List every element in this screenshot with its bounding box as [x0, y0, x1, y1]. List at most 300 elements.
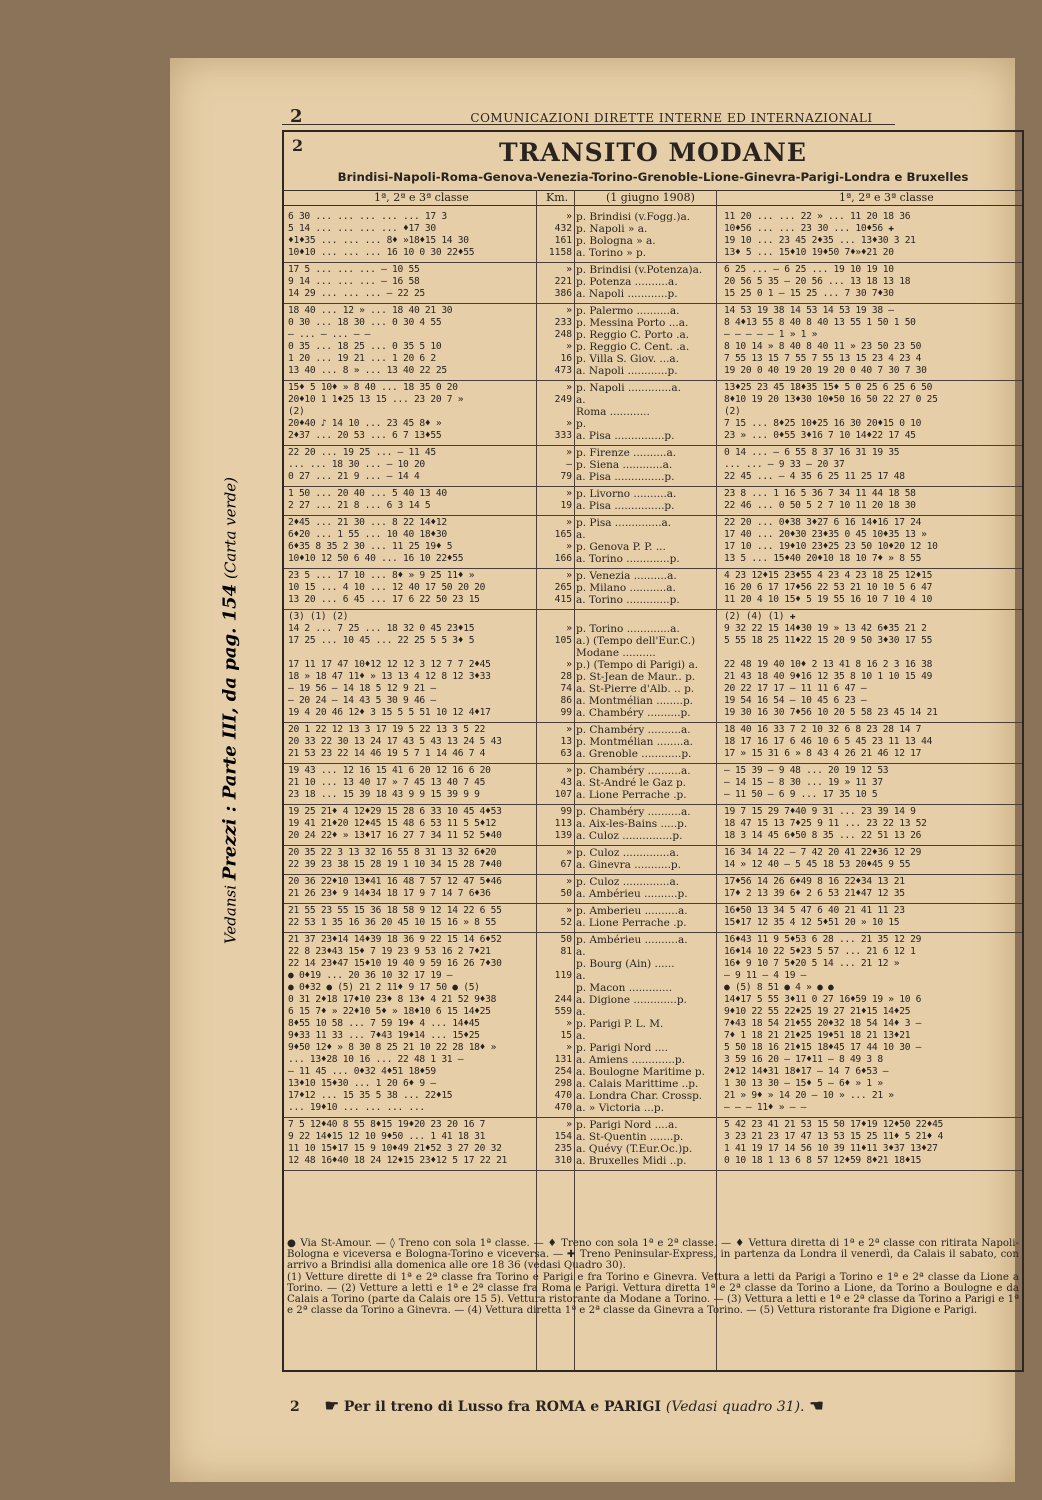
- station-name: p. Siena ............a.: [576, 459, 673, 471]
- timetable-page: [170, 58, 1019, 1482]
- table-row: [284, 418, 1022, 430]
- right-times: — — — 11♦ » — —: [724, 1102, 807, 1113]
- km-value: 265: [554, 582, 572, 593]
- km-value: »: [566, 488, 572, 499]
- table-row: [284, 659, 1022, 671]
- left-times: ... 13♦28 10 16 ... 22 48 1 31 —: [288, 1054, 464, 1065]
- station-name: a. Boulogne Maritime p.: [576, 1066, 705, 1078]
- footer: [290, 1396, 1030, 1415]
- left-times: 22 14 23♦47 15♦10 19 40 9 59 16 26 7♦30: [288, 958, 502, 969]
- right-times: — 15 39 — 9 48 ... 20 19 12 53: [724, 765, 889, 776]
- station-name: p. Chambéry ..........a.: [576, 765, 691, 777]
- station-name: a. Grenoble ............p.: [576, 748, 692, 760]
- side-note-suffix: (Carta verde): [221, 476, 240, 580]
- left-times: 17♦12 ... 15 35 5 38 ... 22♦15: [288, 1090, 453, 1101]
- timetable-group: [284, 805, 1022, 846]
- km-value: »: [566, 447, 572, 458]
- right-times: 8♦10 19 20 13♦30 10♦50 16 50 22 27 0 25: [724, 394, 938, 405]
- station-name: p. Venezia ..........a.: [576, 570, 677, 582]
- station-name: p. Firenze ..........a.: [576, 447, 677, 459]
- left-times: 20 1 22 12 13 3 17 19 5 22 13 3 5 22: [288, 724, 486, 735]
- km-value: 139: [554, 830, 572, 841]
- right-times: 23 » ... 0♦55 3♦16 7 10 14♦22 17 45: [724, 430, 916, 441]
- right-times: 18 3 14 45 6♦50 8 35 ... 22 51 13 26: [724, 830, 922, 841]
- km-value: »: [566, 1042, 572, 1053]
- left-times: 8♦55 10 58 ... 7 59 19♦ 4 ... 14♦45: [288, 1018, 480, 1029]
- side-note-prefix: Vedansi: [221, 885, 240, 945]
- table-row: [284, 683, 1022, 695]
- km-value: 52: [560, 917, 572, 928]
- right-times: 15 25 0 1 — 15 25 ... 7 30 7♦30: [724, 288, 894, 299]
- left-times: 18 » 18 47 11♦ » 13 13 4 12 8 12 3♦33: [288, 671, 491, 682]
- left-times: 22 20 ... 19 25 ... — 11 45: [288, 447, 436, 458]
- right-times: 17 10 ... 19♦10 23♦25 23 50 10♦20 12 10: [724, 541, 938, 552]
- right-times: 15♦17 12 35 4 12 5♦51 20 » 10 15: [724, 917, 900, 928]
- km-value: 473: [554, 365, 572, 376]
- km-value: 107: [554, 789, 572, 800]
- timetable-group: [284, 304, 1022, 381]
- table-row: [284, 1131, 1022, 1143]
- notes: [287, 1238, 1019, 1316]
- table-row: [284, 553, 1022, 565]
- table-row: [284, 235, 1022, 247]
- left-times: 13♦10 15♦30 ... 1 20 6♦ 9 —: [288, 1078, 436, 1089]
- km-value: 99: [560, 806, 572, 817]
- right-times: 7♦43 18 54 21♦55 20♦32 18 54 14♦ 3 —: [724, 1018, 922, 1029]
- table-row: [284, 946, 1022, 958]
- left-times: 1 20 ... 19 21 ... 1 20 6 2: [288, 353, 436, 364]
- right-times: 21 » 9♦ » 14 20 — 10 » ... 21 »: [724, 1090, 894, 1101]
- km-value: 16: [560, 353, 572, 364]
- right-times: 1 41 19 17 14 56 10 39 11♦11 3♦37 13♦27: [724, 1143, 938, 1154]
- right-times: 22 20 ... 0♦38 3♦27 6 16 14♦16 17 24: [724, 517, 922, 528]
- left-times: ... ... 18 30 ... — 10 20: [288, 459, 425, 470]
- right-times: — 9 11 — 4 19 —: [724, 970, 807, 981]
- left-times: — 11 45 ... 0♦32 4♦51 18♦59: [288, 1066, 436, 1077]
- left-times: 21 53 23 22 14 46 19 5 7 1 14 46 7 4: [288, 748, 486, 759]
- station-name: p. Genova P. P. ...: [576, 541, 666, 553]
- left-times: 20 33 22 30 13 24 17 43 5 43 13 24 5 43: [288, 736, 502, 747]
- right-times: 14 53 19 38 14 53 14 53 19 38 —: [724, 305, 894, 316]
- left-times: ● 0♦32 ● (5) 21 2 11♦ 9 17 50 ● (5): [288, 982, 480, 993]
- note-symbols: ● Via St-Amour. — ◊ Treno con sola 1ª classe. — ♦ Treno con sola 1ª e 2ª classe. — ♦ Vettura diretta di 1ª e 2ª classe con ritirata Napoli-Bologna e viceversa e Bologna-Torino e viceversa. — ✚ Treno Peninsular-Express, in partenza da Londra il venerdì, da Calais il sabato, con arrivo a Brindisi alla domenica alle ore 18 36 (vedasi Quadro 30).: [287, 1238, 1019, 1272]
- right-times: 7♦ 1 18 21 21♦25 19♦51 18 21 13♦21: [724, 1030, 911, 1041]
- table-row: [284, 488, 1022, 500]
- timetable-group: [284, 487, 1022, 516]
- km-value: »: [566, 341, 572, 352]
- left-times: 6♦35 8 35 2 30 ... 11 25 19♦ 5: [288, 541, 453, 552]
- footer-text: Per il treno di Lusso fra ROMA e PARIGI: [343, 1399, 662, 1415]
- station-name: a. Ambérieu ..........p.: [576, 888, 688, 900]
- right-times: 18 47 15 13 7♦25 9 11 ... 23 22 13 52: [724, 818, 927, 829]
- station-name: p. Milano ...........a.: [576, 582, 676, 594]
- station-name: Roma ............: [576, 406, 650, 418]
- table-row: [284, 994, 1022, 1006]
- left-times: 22 8 23♦43 15♦ 7 19 23 9 53 16 2 7♦21: [288, 946, 491, 957]
- right-times: 17 » 15 31 6 » 8 43 4 26 21 46 12 17: [724, 748, 922, 759]
- km-value: 13: [560, 736, 572, 747]
- table-row: [284, 223, 1022, 235]
- right-times: 17♦56 14 26 6♦49 8 16 22♦34 13 21: [724, 876, 905, 887]
- left-times: 0 27 ... 21 9 ... — 14 4: [288, 471, 420, 482]
- left-times: 10♦10 ... ... ... 16 10 0 30 22♦55: [288, 247, 475, 258]
- right-times: 16♦ 9 10 7 5♦20 5 14 ... 21 12 »: [724, 958, 900, 969]
- timetable-group: [284, 381, 1022, 446]
- station-name: a. Culoz ...............p.: [576, 830, 683, 842]
- timetable-group: [284, 846, 1022, 875]
- timetable-group: [284, 516, 1022, 569]
- station-name: a. Calais Marittime ..p.: [576, 1078, 699, 1090]
- side-note-bold: Prezzi : Parte III, da pag. 154: [219, 583, 241, 881]
- right-times: 16♦50 13 34 5 47 6 40 21 41 11 23: [724, 905, 905, 916]
- left-times: 0 31 2♦18 17♦10 23♦ 8 13♦ 4 21 52 9♦38: [288, 994, 497, 1005]
- km-value: 28: [560, 671, 572, 682]
- left-times: 19 43 ... 12 16 15 41 6 20 12 16 6 20: [288, 765, 491, 776]
- column-header: [284, 190, 1022, 206]
- left-class-header: 1ª, 2ª e 3ª classe: [374, 191, 469, 204]
- timetable-group: [284, 569, 1022, 610]
- km-value: »: [566, 305, 572, 316]
- timetable-group: [284, 875, 1022, 904]
- station-name: a.: [576, 1030, 586, 1042]
- table-row: [284, 447, 1022, 459]
- km-value: 559: [554, 1006, 572, 1017]
- left-times: 11 10 15♦17 15 9 10♦49 21♦52 3 27 20 32: [288, 1143, 502, 1154]
- left-times: 14 29 ... ... ... — 22 25: [288, 288, 425, 299]
- station-name: p. Parigi Nord ....a.: [576, 1119, 678, 1131]
- km-value: 19: [560, 500, 572, 511]
- station-name: p. Bourg (Ain) ......: [576, 958, 675, 970]
- table-row: [284, 765, 1022, 777]
- station-name: a.) (Tempo dell'Eur.C.): [576, 635, 696, 647]
- right-times: 16 20 6 17 17♦56 22 53 21 10 10 5 6 47: [724, 582, 933, 593]
- km-value: 99: [560, 707, 572, 718]
- station-name: a. Napoli ............p.: [576, 288, 678, 300]
- left-times: 1 50 ... 20 40 ... 5 40 13 40: [288, 488, 447, 499]
- footer-ref: (Vedasi quadro 31).: [665, 1399, 805, 1415]
- km-value: 43: [560, 777, 572, 788]
- km-value: »: [566, 541, 572, 552]
- right-times: 5 55 18 25 11♦22 15 20 9 50 3♦30 17 55: [724, 635, 933, 646]
- km-value: »: [566, 847, 572, 858]
- left-times: 23 18 ... 15 39 18 43 9 9 15 39 9 9: [288, 789, 480, 800]
- km-value: 131: [554, 1054, 572, 1065]
- station-name: a. Torino » p.: [576, 247, 647, 259]
- left-times: 20♦40 ♪ 14 10 ... 23 45 8♦ »: [288, 418, 442, 429]
- left-times: 13 20 ... 6 45 ... 17 6 22 50 23 15: [288, 594, 480, 605]
- km-value: »: [566, 623, 572, 634]
- table-title: TRANSITO MODANE: [499, 138, 807, 167]
- station-name: a.: [576, 970, 586, 982]
- left-times: 23 5 ... 17 10 ... 8♦ » 9 25 11♦ »: [288, 570, 475, 581]
- right-times: 16 34 14 22 — 7 42 20 41 22♦36 12 29: [724, 847, 922, 858]
- station-name: a.: [576, 529, 586, 541]
- right-times: 17 40 ... 20♦30 23♦35 0 45 10♦35 13 »: [724, 529, 927, 540]
- left-times: ● 0♦19 ... 20 36 10 32 17 19 —: [288, 970, 453, 981]
- km-value: 221: [554, 276, 572, 287]
- table-row: [284, 394, 1022, 406]
- table-row: [284, 876, 1022, 888]
- timetable-group: [284, 764, 1022, 805]
- table-subtitle: Brindisi-Napoli-Roma-Genova-Venezia-Torino-Grenoble-Lione-Ginevra-Parigi-Londra e Bruxelles: [337, 170, 969, 184]
- km-value: »: [566, 264, 572, 275]
- right-times: 18 17 16 17 6 46 10 6 5 45 23 11 13 44: [724, 736, 933, 747]
- left-times: 20 36 22♦10 13♦41 16 48 7 57 12 47 5♦46: [288, 876, 502, 887]
- station-name: p. Bologna » a.: [576, 235, 656, 247]
- left-times: 20 24 22♦ » 13♦17 16 27 7 34 11 52 5♦40: [288, 830, 502, 841]
- left-times: 19 4 20 46 12♦ 3 15 5 5 51 10 12 4♦17: [288, 707, 491, 718]
- station-name: p. Brindisi (v.Fogg.)a.: [576, 211, 691, 223]
- timetable-group: [284, 210, 1022, 263]
- table-row: [284, 329, 1022, 341]
- right-times: 8 10 14 » 8 40 8 40 11 » 23 50 23 50: [724, 341, 922, 352]
- table-row: [284, 459, 1022, 471]
- table-row: [284, 305, 1022, 317]
- right-times: 5 50 18 16 21♦15 18♦45 17 44 10 30 —: [724, 1042, 922, 1053]
- station-name: a. Ginevra ...........p.: [576, 859, 681, 871]
- station-name: a. Torino .............p.: [576, 553, 680, 565]
- left-times: 0 30 ... 18 30 ... 0 30 4 55: [288, 317, 442, 328]
- station-name: p. Torino .............a.: [576, 623, 680, 635]
- station-name: a. Quévy (T.Eur.Oc.)p.: [576, 1143, 693, 1155]
- table-row: [284, 736, 1022, 748]
- table-row: [284, 382, 1022, 394]
- km-value: »: [566, 1018, 572, 1029]
- table-row: [284, 830, 1022, 842]
- station-name: p. Macon .............: [576, 982, 673, 994]
- left-times: ♦1♦35 ... ... ... 8♦ »18♦15 14 30: [288, 235, 469, 246]
- table-row: [284, 695, 1022, 707]
- km-value: 50: [560, 888, 572, 899]
- km-value: 165: [554, 529, 572, 540]
- right-times: (2) (4) (1) ✚: [724, 611, 796, 622]
- station-name: a. St-Quentin .......p.: [576, 1131, 684, 1143]
- pointing-hand-icon: ☛: [324, 1396, 339, 1415]
- station-name: p. Napoli » a.: [576, 223, 648, 235]
- km-value: 63: [560, 748, 572, 759]
- timetable-group: [284, 1118, 1022, 1171]
- station-name: a. » Victoria ...p.: [576, 1102, 664, 1114]
- table-row: [284, 529, 1022, 541]
- km-value: 79: [560, 471, 572, 482]
- station-name: a. Torino .............p.: [576, 594, 680, 606]
- table-row: [284, 982, 1022, 994]
- right-times: 22 46 ... 0 50 5 2 7 10 11 20 18 30: [724, 500, 916, 511]
- left-times: 2♦45 ... 21 30 ... 8 22 14♦12: [288, 517, 447, 528]
- station-name: p. Chambéry ..........a.: [576, 806, 691, 818]
- table-row: [284, 1078, 1022, 1090]
- station-name: a. Lione Perrache .p.: [576, 789, 687, 801]
- table-row: [284, 859, 1022, 871]
- table-row: [284, 789, 1022, 801]
- right-times: 16♦14 10 22 5♦23 5 57 ... 21 6 12 1: [724, 946, 916, 957]
- table-row: [284, 647, 1022, 659]
- right-times: 10♦56 ... ... 23 30 ... 10♦56 ✚: [724, 223, 894, 234]
- station-name: p. Villa S. Giov. ...a.: [576, 353, 680, 365]
- table-row: [284, 1066, 1022, 1078]
- right-times: 7 55 13 15 7 55 7 55 13 15 23 4 23 4: [724, 353, 922, 364]
- station-name: a.: [576, 946, 586, 958]
- table-row: [284, 276, 1022, 288]
- km-value: »: [566, 382, 572, 393]
- table-row: [284, 818, 1022, 830]
- running-head-rule: [282, 124, 895, 125]
- table-row: [284, 1119, 1022, 1131]
- table-row: [284, 1006, 1022, 1018]
- km-value: 119: [554, 970, 572, 981]
- station-name: p. Reggio C. Cent. .a.: [576, 341, 690, 353]
- left-times: 5 14 ... ... ... ... ♦17 30: [288, 223, 436, 234]
- table-row: [284, 247, 1022, 259]
- station-name: a. Pisa ...............p.: [576, 500, 675, 512]
- right-times: 13♦ 5 ... 15♦10 19♦50 7♦»♦21 20: [724, 247, 894, 258]
- left-times: (2): [288, 406, 305, 417]
- right-times: 20 56 5 35 — 20 56 ... 13 18 13 18: [724, 276, 911, 287]
- right-times: 19 10 ... 23 45 2♦35 ... 13♦30 3 21: [724, 235, 916, 246]
- km-value: 154: [554, 1131, 572, 1142]
- left-times: 9♦33 11 33 ... 7♦43 19♦14 ... 15♦25: [288, 1030, 480, 1041]
- left-times: 17 11 17 47 10♦12 12 12 3 12 7 7 2♦45: [288, 659, 491, 670]
- table-row: [284, 1054, 1022, 1066]
- running-head-page-number: 2: [290, 106, 304, 127]
- right-times: (2): [724, 406, 741, 417]
- left-times: 10 15 ... 4 10 ... 12 40 17 50 20 20: [288, 582, 486, 593]
- left-times: 6♦20 ... 1 55 ... 10 40 18♦30: [288, 529, 447, 540]
- timetable-group: [284, 263, 1022, 304]
- station-name: a. St-André le Gaz p.: [576, 777, 687, 789]
- date-header: (1 giugno 1908): [606, 191, 695, 204]
- station-name: p. Livorno ..........a.: [576, 488, 677, 500]
- left-times: 13 40 ... 8 » ... 13 40 22 25: [288, 365, 447, 376]
- note-numbered: (1) Vetture dirette di 1ª e 2ª classe fra Torino e Parigi e fra Torino e Ginevra. Vettura a letti da Parigi a Torino e 1ª e 2ª classe da Lione a Torino. — (2) Vetture a letti e 1ª e 2ª classe fra Roma e Parigi. Vettura diretta 1ª e 2ª classe da Torino a Lione, da Torino a Boulogne e da Calais a Torino (parte da Calais ore 15 5). Vettura ristorante da Modane a Torino. — (3) Vettura a letti e 1ª e 2ª classe da Torino a Parigi e 1ª e 2ª classe da Torino a Ginevra. — (4) Vettura diretta 1ª e 2ª classe da Ginevra a Torino. — (5) Vettura ristorante fra Digione e Parigi.: [287, 1271, 1019, 1317]
- timetable-group: [284, 904, 1022, 933]
- table-row: [284, 1143, 1022, 1155]
- left-times: 6 30 ... ... ... ... ... 17 3: [288, 211, 447, 222]
- table-number: 2: [292, 136, 304, 155]
- station-name: p. Messina Porto ...a.: [576, 317, 689, 329]
- station-name: p. Reggio C. Porto .a.: [576, 329, 690, 341]
- table-row: [284, 635, 1022, 647]
- table-row: [284, 353, 1022, 365]
- station-name: a. Amiens .............p.: [576, 1054, 685, 1066]
- right-times: 14 » 12 40 — 5 45 18 53 20♦45 9 55: [724, 859, 911, 870]
- table-row: [284, 500, 1022, 512]
- right-times: — 14 15 — 8 30 ... 19 » 11 37: [724, 777, 883, 788]
- km-value: »: [566, 418, 572, 429]
- right-times: 19 7 15 29 7♦40 9 31 ... 23 39 14 9: [724, 806, 916, 817]
- left-times: 20 35 22 3 13 32 16 55 8 31 13 32 6♦20: [288, 847, 497, 858]
- table-row: [284, 724, 1022, 736]
- station-name: a. Pisa ...............p.: [576, 471, 675, 483]
- left-times: 17 25 ... 10 45 ... 22 25 5 5 3♦ 5: [288, 635, 475, 646]
- station-name: a. Montmélian ........p.: [576, 695, 693, 707]
- left-times: 9♦50 12♦ » 8 30 8 25 21 10 22 28 18♦ »: [288, 1042, 497, 1053]
- km-value: 470: [554, 1102, 572, 1113]
- left-times: — ... — ... — —: [288, 329, 371, 340]
- station-name: p. Parigi Nord ....: [576, 1042, 668, 1054]
- left-times: 0 35 ... 18 25 ... 0 35 5 10: [288, 341, 442, 352]
- left-times: 9 22 14♦15 12 10 9♦50 ... 1 41 18 31: [288, 1131, 486, 1142]
- table-row: [284, 288, 1022, 300]
- station-name: a. Napoli ............p.: [576, 365, 678, 377]
- right-class-header: 1ª, 2ª e 3ª classe: [839, 191, 934, 204]
- left-times: 22 39 23 38 15 28 19 1 10 34 15 28 7♦40: [288, 859, 502, 870]
- table-row: [284, 365, 1022, 377]
- right-times: 22 45 ... — 4 35 6 25 11 25 17 48: [724, 471, 905, 482]
- table-row: [284, 777, 1022, 789]
- km-value: 1158: [548, 247, 572, 258]
- table-row: [284, 1090, 1022, 1102]
- station-name: p. Napoli .............a.: [576, 382, 681, 394]
- left-times: 21 55 23 55 15 36 18 58 9 12 14 22 6 55: [288, 905, 502, 916]
- table-row: [284, 517, 1022, 529]
- table-row: [284, 934, 1022, 946]
- left-times: 21 26 23♦ 9 14♦34 18 17 9 7 14 7 6♦36: [288, 888, 491, 899]
- pointing-hand-icon: ☚: [809, 1396, 824, 1415]
- km-value: 248: [554, 329, 572, 340]
- right-times: 11 20 4 10 15♦ 5 19 55 16 10 7 10 4 10: [724, 594, 933, 605]
- left-times: 2 27 ... 21 8 ... 6 3 14 5: [288, 500, 431, 511]
- right-times: 19 54 16 54 — 10 45 6 23 —: [724, 695, 867, 706]
- km-value: 166: [554, 553, 572, 564]
- km-value: »: [566, 211, 572, 222]
- km-value: 415: [554, 594, 572, 605]
- station-name: p. Amberieu ..........a.: [576, 905, 688, 917]
- km-value: »: [566, 570, 572, 581]
- km-value: 113: [554, 818, 572, 829]
- station-name: a.: [576, 394, 586, 406]
- station-name: p. Chambéry ..........a.: [576, 724, 691, 736]
- right-times: 0 10 18 1 13 6 8 57 12♦59 8♦21 18♦15: [724, 1155, 922, 1166]
- left-times: 12 48 16♦40 18 24 12♦15 23♦12 5 17 22 21: [288, 1155, 508, 1166]
- km-value: »: [566, 724, 572, 735]
- table-row: [284, 1042, 1022, 1054]
- station-name: p. Parigi P. L. M.: [576, 1018, 664, 1030]
- table-row: [284, 594, 1022, 606]
- km-value: —: [566, 459, 572, 470]
- timetable-group: [284, 933, 1022, 1118]
- km-value: 15: [560, 1030, 572, 1041]
- left-times: 7 5 12♦40 8 55 8♦15 19♦20 23 20 16 7: [288, 1119, 486, 1130]
- table-row: [284, 430, 1022, 442]
- table-row: [284, 748, 1022, 760]
- left-times: 21 37 23♦14 14♦39 18 36 9 22 15 14 6♦52: [288, 934, 502, 945]
- km-value: 235: [554, 1143, 572, 1154]
- table-row: [284, 1155, 1022, 1167]
- km-value: »: [566, 1119, 572, 1130]
- station-name: p. Brindisi (v.Potenza)a.: [576, 264, 703, 276]
- km-value: »: [566, 876, 572, 887]
- km-value: 67: [560, 859, 572, 870]
- left-times: 17 5 ... ... ... — 10 55: [288, 264, 420, 275]
- station-name: p. Culoz ..............a.: [576, 847, 680, 859]
- table-row: [284, 317, 1022, 329]
- left-times: 19 25 21♦ 4 12♦29 15 28 6 33 10 45 4♦53: [288, 806, 502, 817]
- left-times: 9 14 ... ... ... — 16 58: [288, 276, 420, 287]
- right-times: 4 23 12♦15 23♦55 4 23 4 23 18 25 12♦15: [724, 570, 933, 581]
- table-row: [284, 970, 1022, 982]
- km-value: 86: [560, 695, 572, 706]
- station-name: a. Aix-les-Bains .....p.: [576, 818, 688, 830]
- km-value: 161: [554, 235, 572, 246]
- left-times: 6 15 7♦ » 22♦10 5♦ » 18♦10 6 15 14♦25: [288, 1006, 491, 1017]
- station-name: a. St-Pierre d'Alb. .. p.: [576, 683, 695, 695]
- left-times: 19 41 21♦20 12♦45 15 48 6 53 11 5 5♦12: [288, 818, 497, 829]
- table-row: [284, 611, 1022, 623]
- km-value: 432: [554, 223, 572, 234]
- table-row: [284, 1018, 1022, 1030]
- table-row: [284, 1102, 1022, 1114]
